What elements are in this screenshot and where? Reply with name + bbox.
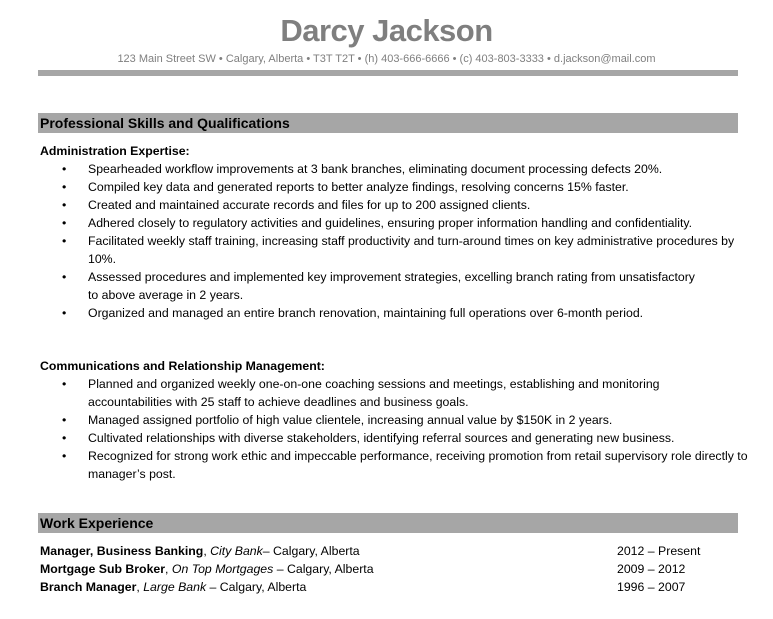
contact-line: 123 Main Street SW • Calgary, Alberta • T3T T2T • (h) 403-666-6666 • (c) 403-803-3333 • d.jackson@mail.com <box>117 53 656 65</box>
list-item <box>62 447 758 483</box>
list-item <box>62 178 752 196</box>
bullet-icon: • <box>62 234 67 248</box>
bullet-text: Assessed procedures and implemented key improvement strategies, excelling branch rating from unsatisfactory to above average in 2 years. <box>88 270 695 302</box>
bullet-icon: • <box>62 180 67 194</box>
section-header-skills: Professional Skills and Qualifications <box>38 113 738 133</box>
bullet-icon: • <box>62 377 67 391</box>
list-item <box>62 304 752 322</box>
administration-bullets <box>62 160 752 322</box>
bullet-icon: • <box>62 270 67 284</box>
bullet-text: Managed assigned portfolio of high value clientele, increasing annual value by $150K in 2 years. <box>88 413 613 427</box>
bullet-icon: • <box>62 216 67 230</box>
subheading-administration: Administration Expertise: <box>40 144 190 158</box>
job-entry: Branch Manager, Large Bank – Calgary, Alberta <box>40 580 307 594</box>
bullet-text: Organized and managed an entire branch renovation, maintaining full operations over 6-month period. <box>88 306 644 320</box>
communications-bullets <box>62 375 752 483</box>
list-item <box>62 232 753 268</box>
bullet-text: Adhered closely to regulatory activities and guidelines, ensuring proper information handling and confidentiality. <box>88 216 693 230</box>
section-header-work: Work Experience <box>38 513 738 533</box>
bullet-icon: • <box>62 413 67 427</box>
job-dates: 2009 – 2012 <box>617 562 686 576</box>
job-role: Mortgage Sub Broker <box>40 562 166 576</box>
job-location: – Calgary, Alberta <box>206 580 307 594</box>
job-role: Branch Manager <box>40 580 137 594</box>
bullet-text: Spearheaded workflow improvements at 3 bank branches, eliminating document processing defects 20%. <box>88 162 663 176</box>
job-location: – Calgary, Alberta <box>262 544 360 558</box>
list-item <box>62 268 703 304</box>
bullet-text: Compiled key data and generated reports to better analyze findings, resolving concerns 15% faster. <box>88 180 629 194</box>
bullet-icon: • <box>62 306 67 320</box>
job-dates: 1996 – 2007 <box>617 580 686 594</box>
candidate-name: Darcy Jackson <box>280 13 493 48</box>
subheading-communications: Communications and Relationship Management: <box>40 359 325 373</box>
bullet-icon: • <box>62 431 67 445</box>
job-company: Large Bank <box>143 580 207 594</box>
list-item <box>62 411 752 429</box>
bullet-icon: • <box>62 162 67 176</box>
header-divider <box>38 70 738 76</box>
job-company: On Top Mortgages <box>171 562 274 576</box>
bullet-icon: • <box>62 198 67 212</box>
bullet-text: Cultivated relationships with diverse stakeholders, identifying referral sources and generating new business. <box>88 431 675 445</box>
list-item <box>62 429 752 447</box>
bullet-text: Recognized for strong work ethic and impeccable performance, receiving promotion from retail supervisory role directly to manager’s post. <box>88 449 748 481</box>
job-role: Manager, Business Banking <box>40 544 204 558</box>
job-entry: Mortgage Sub Broker, On Top Mortgages – Calgary, Alberta <box>40 562 374 576</box>
job-location: – Calgary, Alberta <box>273 562 374 576</box>
list-item <box>62 214 703 232</box>
bullet-text: Facilitated weekly staff training, increasing staff productivity and turn-around times on key administrative procedures by 10%. <box>88 234 735 266</box>
job-company: City Bank <box>210 544 263 558</box>
bullet-icon: • <box>62 449 67 463</box>
list-item <box>62 375 728 411</box>
bullet-text: Planned and organized weekly one-on-one coaching sessions and meetings, establishing and monitoring accountabilities with 25 staff to achieve deadlines and business goals. <box>88 377 660 409</box>
job-dates: 2012 – Present <box>617 544 701 558</box>
bullet-text: Created and maintained accurate records and files for up to 200 assigned clients. <box>88 198 531 212</box>
list-item <box>62 160 752 178</box>
list-item <box>62 196 752 214</box>
job-entry: Manager, Business Banking, City Bank– Calgary, Alberta <box>40 544 360 558</box>
